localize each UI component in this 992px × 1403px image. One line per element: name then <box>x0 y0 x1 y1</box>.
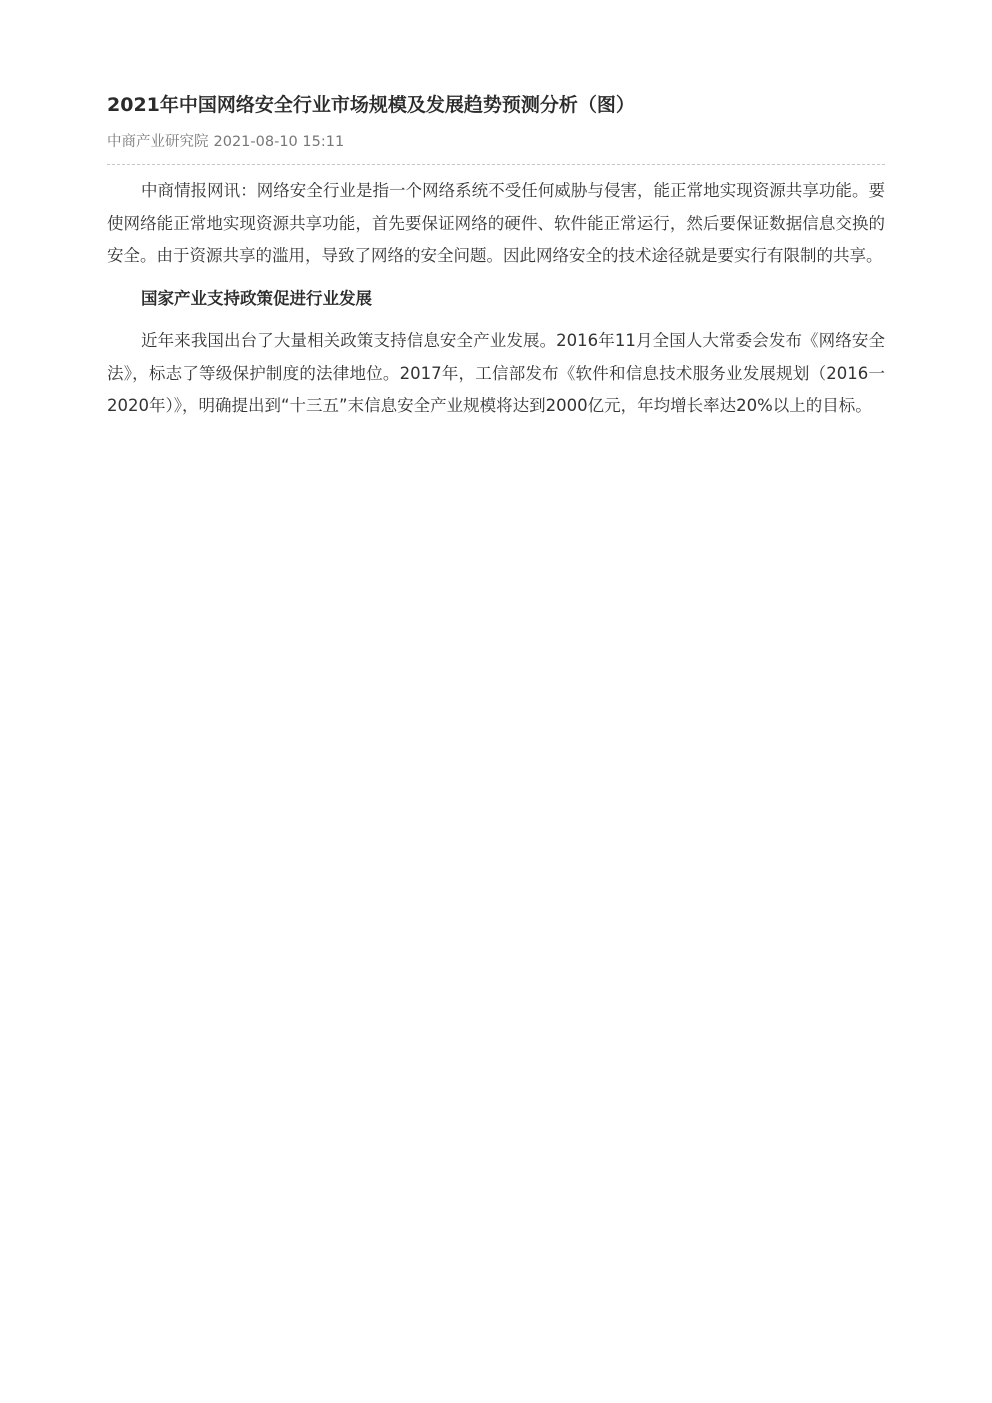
article-title: 2021年中国网络安全行业市场规模及发展趋势预测分析（图） <box>107 94 635 116</box>
paragraph-intro: 中商情报网讯：网络安全行业是指一个网络系统不受任何威胁与侵害，能正常地实现资源共享功能。要使网络能正常地实现资源共享功能，首先要保证网络的硬件、软件能正常运行，然后要保证数据信息交换的安全。由于资源共享的滥用，导致了网络的安全问题。因此网络安全的技术途径就是要实行有限制的共享。 <box>107 181 885 265</box>
article-meta <box>107 132 885 152</box>
section-heading: 国家产业支持政策促进行业发展 <box>141 288 372 308</box>
article <box>107 88 885 423</box>
article-date: 2021-08-10 15:11 <box>213 134 345 150</box>
meta-divider <box>107 164 885 165</box>
article-source: 中商产业研究院 <box>107 134 209 150</box>
paragraph-policy: 近年来我国出台了大量相关政策支持信息安全产业发展。2016年11月全国人大常委会发布《网络安全法》，标志了等级保护制度的法律地位。2017年，工信部发布《软件和信息技术服务业发展规划（2016一2020年）》，明确提出到“十三五”末信息安全产业规模将达到2000亿元，年均增长率达20%以上的目标。 <box>107 331 885 415</box>
